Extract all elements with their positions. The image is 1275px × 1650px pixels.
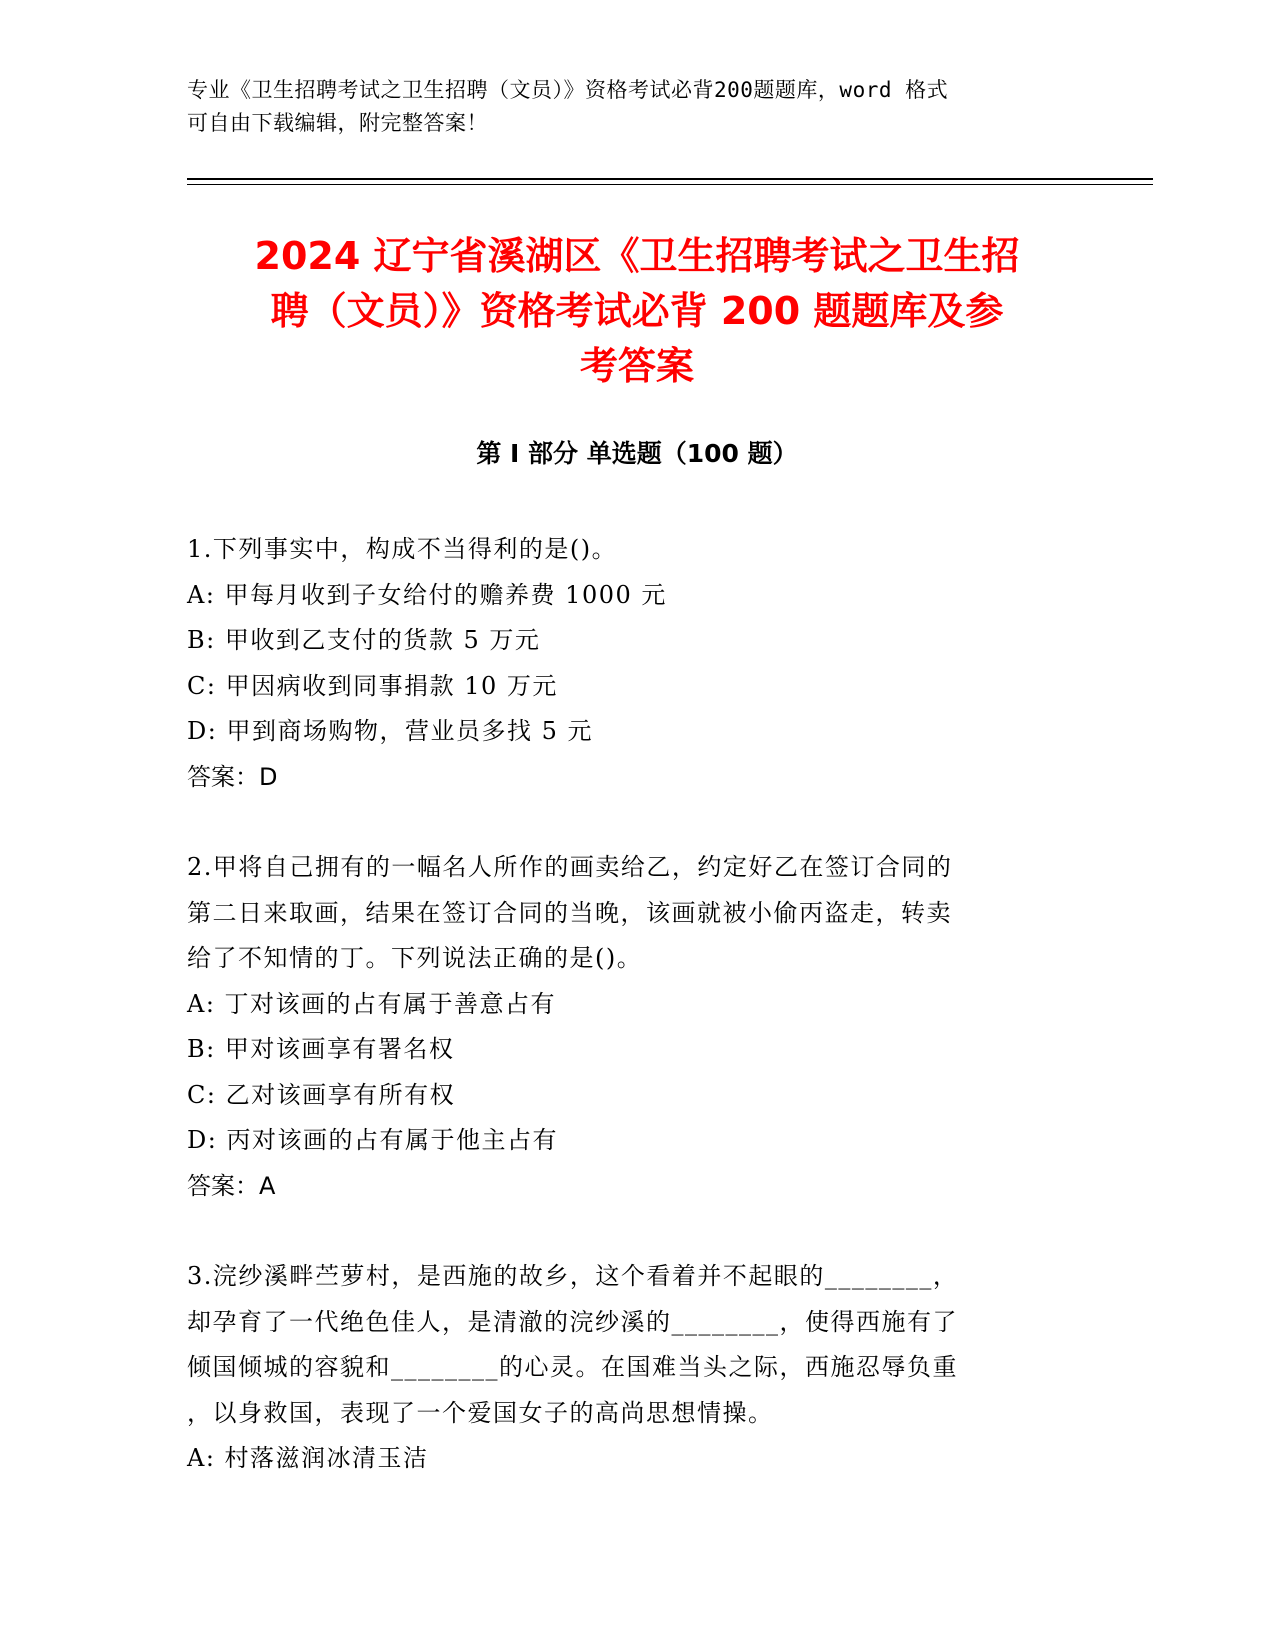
option-b: B: 甲收到乙支付的货款 5 万元	[187, 626, 541, 654]
answer: 答案：A	[187, 1171, 276, 1200]
question-number: 3 .	[187, 1262, 213, 1290]
header-rule-thick	[187, 178, 1153, 180]
header-rule-thin	[187, 184, 1153, 185]
document-title-line-3: 考答案	[579, 344, 694, 388]
question-stem	[187, 845, 1067, 891]
header-note	[187, 74, 1087, 140]
option-a: A: 甲每月收到子女给付的赡养费 1000 元	[187, 580, 667, 609]
option-d: D: 甲到商场购物，营业员多找 5 元	[187, 717, 593, 745]
option-a: A: 村落滋润冰清玉洁	[187, 1444, 429, 1472]
option-d: D: 丙对该画的占有属于他主占有	[187, 1126, 558, 1154]
question-number: 1 .	[187, 535, 213, 563]
document-title-line-2: 聘（文员）》资格考试必背 200 题题库及参	[270, 289, 1004, 333]
question-2	[187, 845, 1067, 1209]
document-title	[187, 229, 1087, 394]
question-text-line-3: 给了不知情的丁。下列说法正确的是()。	[187, 944, 643, 972]
answer: 答案：D	[187, 762, 278, 791]
header-note-line-2: 可自由下载编辑，附完整答案！	[187, 111, 488, 135]
question-number: 2 .	[187, 853, 213, 881]
question-text-line-1: 甲将自己拥有的一幅名人所作的画卖给乙，约定好乙在签订合同的	[212, 853, 953, 881]
question-text-line-2: 却孕育了一代绝色佳人，是清澈的浣纱溪的________，使得西施有了	[187, 1307, 958, 1336]
option-c: C: 乙对该画享有所有权	[187, 1080, 456, 1109]
question-text-line-1: 浣纱溪畔苎萝村，是西施的故乡，这个看着并不起眼的________，	[212, 1262, 959, 1290]
option-c: C: 甲因病收到同事捐款 10 万元	[187, 671, 558, 700]
question-text: 下列事实中，构成不当得利的是()。	[212, 535, 618, 563]
option-a: A: 丁对该画的占有属于善意占有	[187, 989, 557, 1018]
option-b: B: 甲对该画享有署名权	[187, 1035, 455, 1063]
question-text-line-3: 倾国倾城的容貌和________的心灵。在国难当头之际，西施忍辱负重	[187, 1353, 958, 1381]
document-title-line-1: 2024 辽宁省溪湖区《卫生招聘考试之卫生招	[254, 234, 1020, 278]
question-1	[187, 527, 1067, 800]
question-text-line-4: ，以身救国，表现了一个爱国女子的高尚思想情操。	[187, 1398, 774, 1427]
section-title: 第 I 部分 单选题（100 题）	[476, 439, 798, 468]
question-stem	[187, 1254, 1067, 1300]
question-list	[187, 527, 1067, 1527]
question-text-line-2: 第二日来取画，结果在签订合同的当晚，该画就被小偷丙盗走，转卖	[187, 898, 952, 927]
header-note-line-1: 专业《卫生招聘考试之卫生招聘（文员）》资格考试必背200题题库，word 格式	[187, 78, 949, 102]
question-3	[187, 1254, 1067, 1482]
question-stem	[187, 527, 1067, 573]
